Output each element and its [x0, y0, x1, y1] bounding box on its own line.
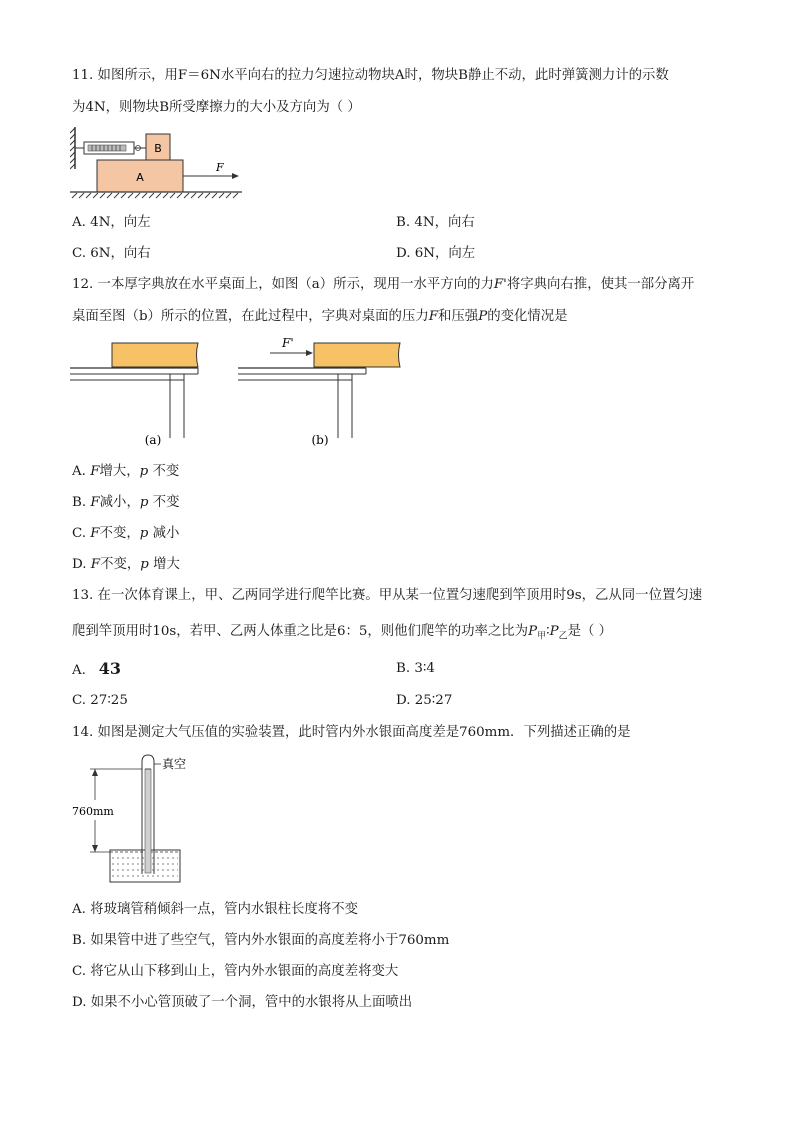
q12-figure — [70, 332, 415, 450]
q12-option-b[interactable]: B. F减小，p 不变 — [72, 495, 180, 510]
q13-option-a[interactable]: A. 43 — [72, 659, 121, 678]
q13-stem-line2: 爬到竿顶用时10s，若甲、乙两人体重之比是6：5，则他们爬竿的功率之比为$P_甲∶P_乙$是（ ） — [72, 624, 613, 642]
q11-stem-line1: 11. 如图所示，用F＝6N水平向右的拉力匀速拉动物块A时，物块B静止不动，此时弹簧测力计的示数 — [72, 68, 669, 83]
q12-option-a[interactable]: A. F增大，p 不变 — [72, 464, 180, 479]
q14-option-b[interactable]: B. 如果管中进了些空气，管内外水银面的高度差将小于760mm — [72, 933, 450, 948]
q11-option-c[interactable]: C. 6N，向右 — [72, 246, 151, 261]
q14-option-a[interactable]: A. 将玻璃管稍倾斜一点，管内水银柱长度将不变 — [72, 902, 358, 917]
block-a-label: A — [136, 171, 144, 184]
q13-option-c[interactable]: C. 27∶25 — [72, 693, 128, 708]
q11-option-d[interactable]: D. 6N，向左 — [396, 246, 476, 261]
q12-option-d[interactable]: D. F不变，p 增大 — [72, 557, 180, 572]
q12-option-c[interactable]: C. F不变，p 减小 — [72, 526, 180, 541]
q13-option-b[interactable]: B. 3∶4 — [396, 661, 435, 676]
push-label: F' — [282, 336, 294, 350]
vacuum-label: 真空 — [162, 757, 187, 771]
figure-b — [238, 336, 400, 447]
q14-option-c[interactable]: C. 将它从山下移到山上，管内外水银面的高度差将变大 — [72, 964, 399, 979]
label-a: (a) — [144, 433, 162, 447]
figure-a — [70, 343, 198, 447]
label-b: (b) — [311, 433, 329, 447]
q14-figure — [70, 750, 220, 886]
q14-option-d[interactable]: D. 如果不小心管顶破了一个洞，管中的水银将从上面喷出 — [72, 995, 413, 1010]
block-b-label: B — [154, 142, 162, 155]
q13-option-d[interactable]: D. 25∶27 — [396, 693, 453, 708]
dictionary-a — [112, 343, 198, 367]
mercury-column — [145, 769, 151, 873]
q11-option-a[interactable]: A. 4N，向左 — [72, 215, 151, 230]
q13-stem-line1: 13. 在一次体育课上，甲、乙两同学进行爬竿比赛。甲从某一位置匀速爬到竿顶用时9s，乙从同一位置匀速 — [72, 588, 703, 603]
q12-stem-line1: 12. 一本厚字典放在水平桌面上，如图（a）所示，现用一水平方向的力F'将字典向右推，使其一部分离开 — [72, 277, 695, 292]
q14-stem-line1: 14. 如图是测定大气压值的实验装置，此时管内外水银面高度差是760mm．下列描述正确的是 — [72, 725, 631, 740]
height-label: 760mm — [72, 805, 114, 818]
q11-figure — [70, 127, 252, 203]
q12-stem-line2: 桌面至图（b）所示的位置，在此过程中，字典对桌面的压力F和压强P的变化情况是 — [72, 309, 568, 324]
spring-scale — [75, 142, 146, 154]
force-label: F — [216, 161, 224, 174]
q11-option-b[interactable]: B. 4N，向右 — [396, 215, 475, 230]
q11-stem-line2: 为4N，则物块B所受摩擦力的大小及方向为（ ） — [72, 100, 361, 115]
dictionary-b — [314, 343, 400, 367]
